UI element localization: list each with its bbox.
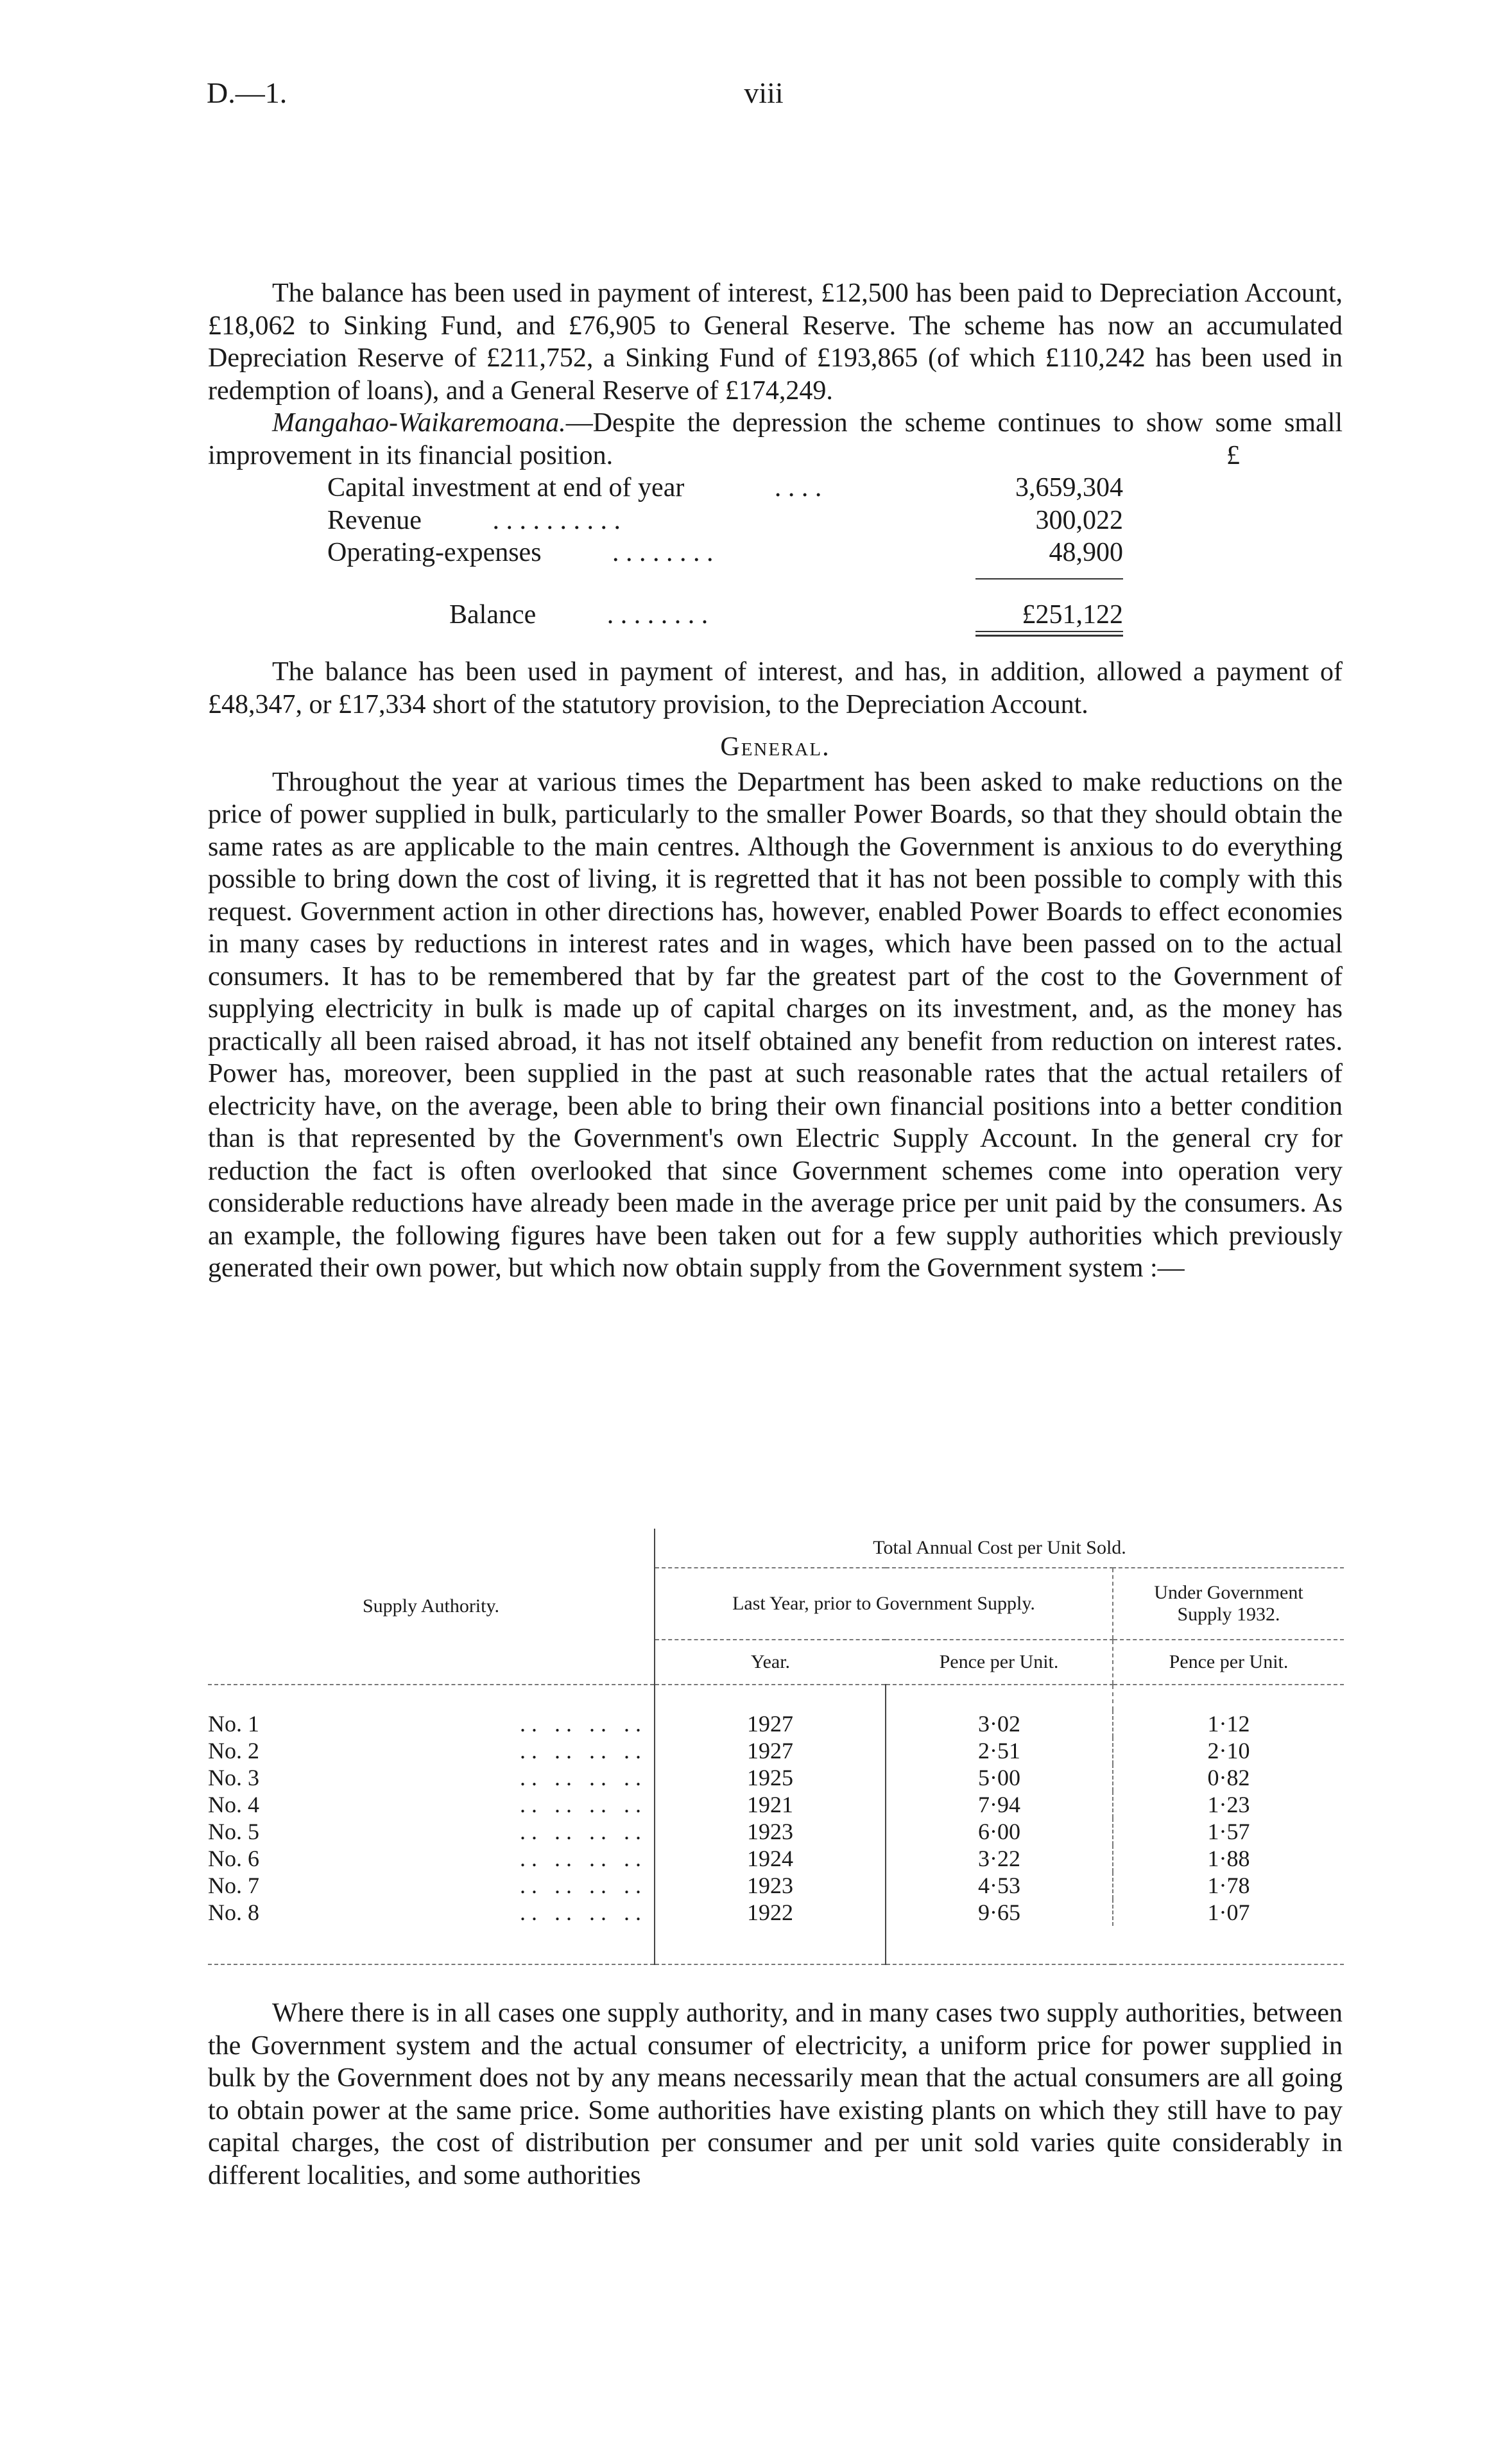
year-cell: 1921 xyxy=(655,1791,886,1818)
financial-value: 300,022 xyxy=(1035,505,1123,535)
pence-after-cell: 1·23 xyxy=(1113,1791,1344,1818)
header-year: Year. xyxy=(655,1640,886,1685)
total-double-rule xyxy=(975,631,1123,637)
authority-name: No. 4 . . . . . . . . xyxy=(208,1792,641,1817)
pence-after-cell: 1·12 xyxy=(1113,1710,1344,1737)
table-row xyxy=(208,1899,1344,1926)
financial-row xyxy=(327,537,1123,569)
document-reference: D.—1. xyxy=(207,76,288,109)
pence-before-cell: 5·00 xyxy=(886,1764,1113,1791)
header-pence-before: Pence per Unit. xyxy=(886,1640,1113,1685)
header-pence-after: Pence per Unit. xyxy=(1113,1640,1344,1685)
paragraph-balance-mangahao: The balance has been used in payment of interest, and has, in addition, allowed a payment of £48,347, or £17,334 short of the statutory provision, to the Depreciation Account. xyxy=(208,657,1343,719)
pence-after-cell: 1·78 xyxy=(1113,1872,1344,1899)
financial-statement xyxy=(327,472,1123,637)
supply-cost-table xyxy=(208,1529,1344,1965)
paragraph-mangahao-text: —Despite the depression the scheme continues to show some small improvement in its financial position. xyxy=(208,408,1343,470)
header-total-annual-cost: Total Annual Cost per Unit Sold. xyxy=(655,1529,1344,1568)
balance-value: £251,122 xyxy=(1022,599,1123,630)
pence-after-cell: 2·10 xyxy=(1113,1737,1344,1764)
paragraph-mangahao xyxy=(208,407,1343,472)
pence-after-cell: 1·07 xyxy=(1113,1899,1344,1926)
authority-name: No. 2 . . . . . . . . xyxy=(208,1738,641,1764)
table-row xyxy=(208,1764,1344,1791)
authority-name: No. 5 . . . . . . . . xyxy=(208,1819,641,1844)
authority-name: No. 8 . . . . . . . . xyxy=(208,1900,641,1925)
pence-after-cell: 1·57 xyxy=(1113,1818,1344,1845)
paragraph-general: Throughout the year at various times the Department has been asked to make reductions on the price of power supplied in bulk, particularly to the smaller Power Boards, so that they should obtain the same rates as are applicable to the main centres. Although the Government is anxious to do everything possible to bring down the cost of living, it is regretted that it has not been possible to comply with this request. Government action in other directions has, however, enabled Power Boards to effect economies in many cases by reductions in interest rates and in wages, which have been passed on to the actual consumers. It has to be remembered that by far the greatest part of the cost to the Government of supplying electricity in bulk is made up of capital charges on its investment, and, as the money has practically all been raised abroad, it has not itself obtained any benefit from reduction on interest rates. Power has, moreover, been supplied in the past at such reasonable rates that the actual retailers of electricity have, on the average, been able to bring their own financial positions into a better condition than is that represented by the Government's own Electric Supply Account. In the general cry for reduction the fact is often overlooked that since Government schemes come into operation very considerable reductions have already been made in the average price per unit paid by the consumers. As an example, the following figures have been taken out for a few supply authorities which previously generated their own power, but which now obtain supply from the Government system :— xyxy=(208,767,1343,1283)
table-row xyxy=(208,1710,1344,1737)
financial-label: Operating-expenses . . . . . . . . xyxy=(327,538,714,567)
header-supply-authority: Supply Authority. xyxy=(208,1529,655,1685)
year-cell: 1927 xyxy=(655,1737,886,1764)
pence-after-cell: 0·82 xyxy=(1113,1764,1344,1791)
authority-name: No. 3 . . . . . . . . xyxy=(208,1765,641,1790)
financial-row xyxy=(327,504,1123,537)
year-cell: 1923 xyxy=(655,1872,886,1899)
header-under-government: Under Government Supply 1932. xyxy=(1113,1568,1344,1640)
pence-before-cell: 2·51 xyxy=(886,1737,1113,1764)
table-row xyxy=(208,1818,1344,1845)
financial-value: 3,659,304 xyxy=(1015,473,1123,502)
document-body xyxy=(208,277,1343,1285)
pence-before-cell: 9·65 xyxy=(886,1899,1113,1926)
financial-value: 48,900 xyxy=(1049,538,1123,567)
table-row xyxy=(208,1737,1344,1764)
financial-label: Revenue . . . . . . . . . . xyxy=(327,505,621,535)
pence-before-cell: 3·22 xyxy=(886,1845,1113,1872)
year-cell: 1925 xyxy=(655,1764,886,1791)
table-row xyxy=(208,1791,1344,1818)
table-row xyxy=(208,1845,1344,1872)
year-cell: 1927 xyxy=(655,1710,886,1737)
header-last-year: Last Year, prior to Government Supply. xyxy=(655,1568,1113,1640)
year-cell: 1923 xyxy=(655,1818,886,1845)
pence-before-cell: 3·02 xyxy=(886,1710,1113,1737)
authority-name: No. 1 . . . . . . . . xyxy=(208,1711,641,1737)
page-number: viii xyxy=(744,76,784,109)
balance-row: Balance . . . . . . . . £251,122 xyxy=(327,599,1123,631)
paragraph-balance-previous: The balance has been used in payment of interest, £12,500 has been paid to Depreciation Account, £18,062 to Sinking Fund, and £76,905 to General Reserve. The scheme has now an accumulated Depreciation Reserve of £211,752, a Sinking Fund of £193,865 (of which £110,242 has been used in redemption of loans), and a General Reserve of £174,249. xyxy=(208,279,1343,406)
year-cell: 1924 xyxy=(655,1845,886,1872)
currency-symbol: £ xyxy=(1226,440,1240,470)
balance-label: Balance xyxy=(449,599,537,630)
authority-name: No. 6 . . . . . . . . xyxy=(208,1846,641,1871)
pence-before-cell: 4·53 xyxy=(886,1872,1113,1899)
paragraph-supply-authorities: Where there is in all cases one supply authority, and in many cases two supply authorities, between the Government system and the actual consumer of electricity, a uniform price for power supplied in bulk by the Government does not by any means necessarily mean that the actual consumers are all going to obtain power at the same price. Some authorities have existing plants on which they still have to pay capital charges, the cost of distribution per consumer and per unit sold varies quite considerably in different localities, and some authorities xyxy=(208,1998,1343,2190)
year-cell: 1922 xyxy=(655,1899,886,1926)
authority-name: No. 7 . . . . . . . . xyxy=(208,1873,641,1898)
financial-row xyxy=(327,472,1123,504)
subtotal-rule xyxy=(975,578,1123,579)
document-body-continued xyxy=(208,1997,1343,2192)
section-heading: General. xyxy=(720,732,830,762)
pence-before-cell: 7·94 xyxy=(886,1791,1113,1818)
table-row xyxy=(208,1872,1344,1899)
scheme-title: Mangahao-Waikaremoana. xyxy=(272,408,566,438)
pence-after-cell: 1·88 xyxy=(1113,1845,1344,1872)
pence-before-cell: 6·00 xyxy=(886,1818,1113,1845)
financial-label: Capital investment at end of year . . . . xyxy=(327,473,822,502)
